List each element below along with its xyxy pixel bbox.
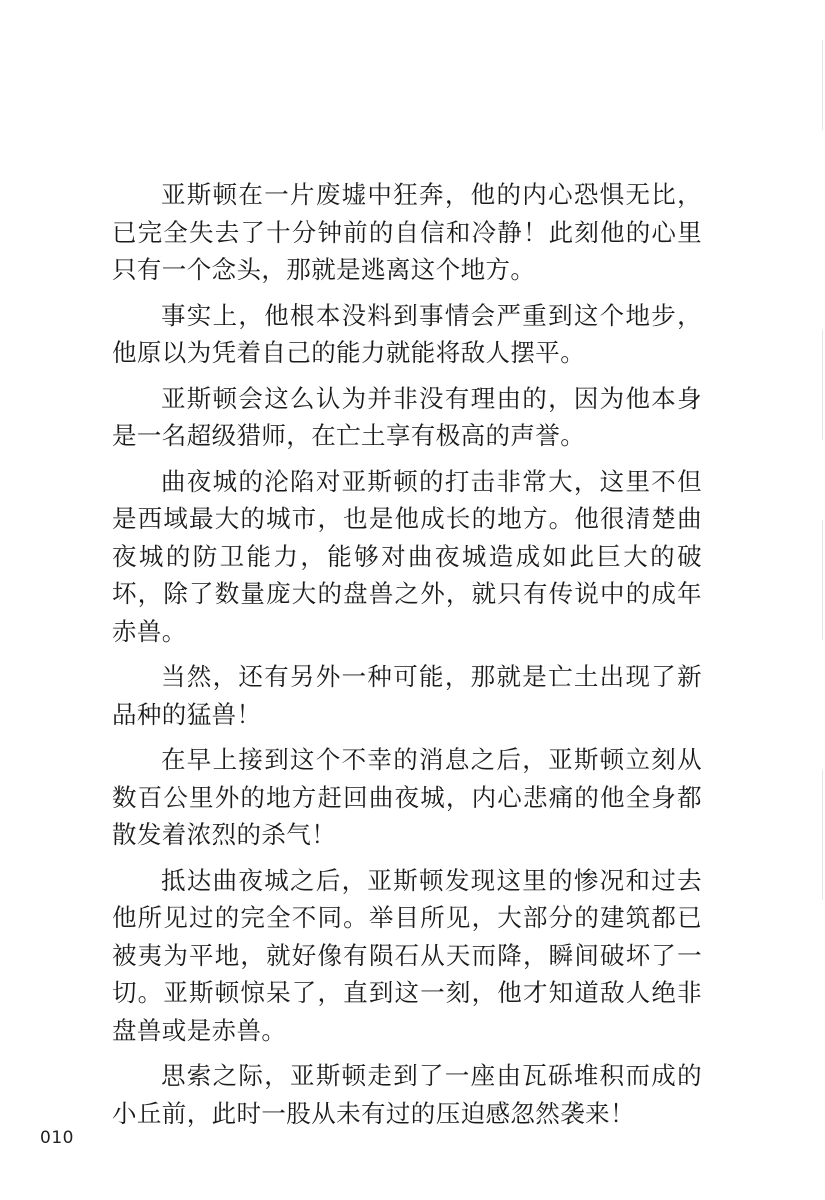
page-number: 010 xyxy=(40,1128,74,1148)
page-edge-mark xyxy=(822,520,823,640)
paragraph: 在早上接到这个不幸的消息之后，亚斯顿立刻从数百公里外的地方赶回曲夜城，内心悲痛的他全身都散发着浓烈的杀气！ xyxy=(112,745,702,849)
page-edge-mark xyxy=(822,770,823,900)
paragraph: 亚斯顿会这么认为并非没有理由的，因为他本身是一名超级猎师，在亡土享有极高的声誉。 xyxy=(112,383,702,450)
page-edge-mark xyxy=(822,40,823,130)
paragraph: 抵达曲夜城之后，亚斯顿发现这里的惨况和过去他所见过的完全不同。举目所见，大部分的建筑都已被夷为平地，就好像有陨石从天而降，瞬间破坏了一切。亚斯顿惊呆了，直到这一刻，他才知道敌人绝非盘兽或是赤兽。 xyxy=(112,865,702,1045)
paragraph: 亚斯顿在一片废墟中狂奔，他的内心恐惧无比，已完全失去了十分钟前的自信和冷静！此刻他的心里只有一个念头，那就是逃离这个地方。 xyxy=(112,180,702,284)
body-text xyxy=(112,176,702,1140)
paragraph: 思索之际，亚斯顿走到了一座由瓦砾堆积而成的小丘前，此时一股从未有过的压迫感忽然袭来！ xyxy=(112,1061,702,1128)
page-edge-mark xyxy=(822,330,823,440)
paragraph: 当然，还有另外一种可能，那就是亡土出现了新品种的猛兽！ xyxy=(112,662,702,729)
paragraph: 曲夜城的沦陷对亚斯顿的打击非常大，这里不但是西域最大的城市，也是他成长的地方。他很清楚曲夜城的防卫能力，能够对曲夜城造成如此巨大的破坏，除了数量庞大的盘兽之外，就只有传说中的成年赤兽。 xyxy=(112,466,702,646)
paragraph: 事实上，他根本没料到事情会严重到这个地步，他原以为凭着自己的能力就能将敌人摆平。 xyxy=(112,300,702,367)
